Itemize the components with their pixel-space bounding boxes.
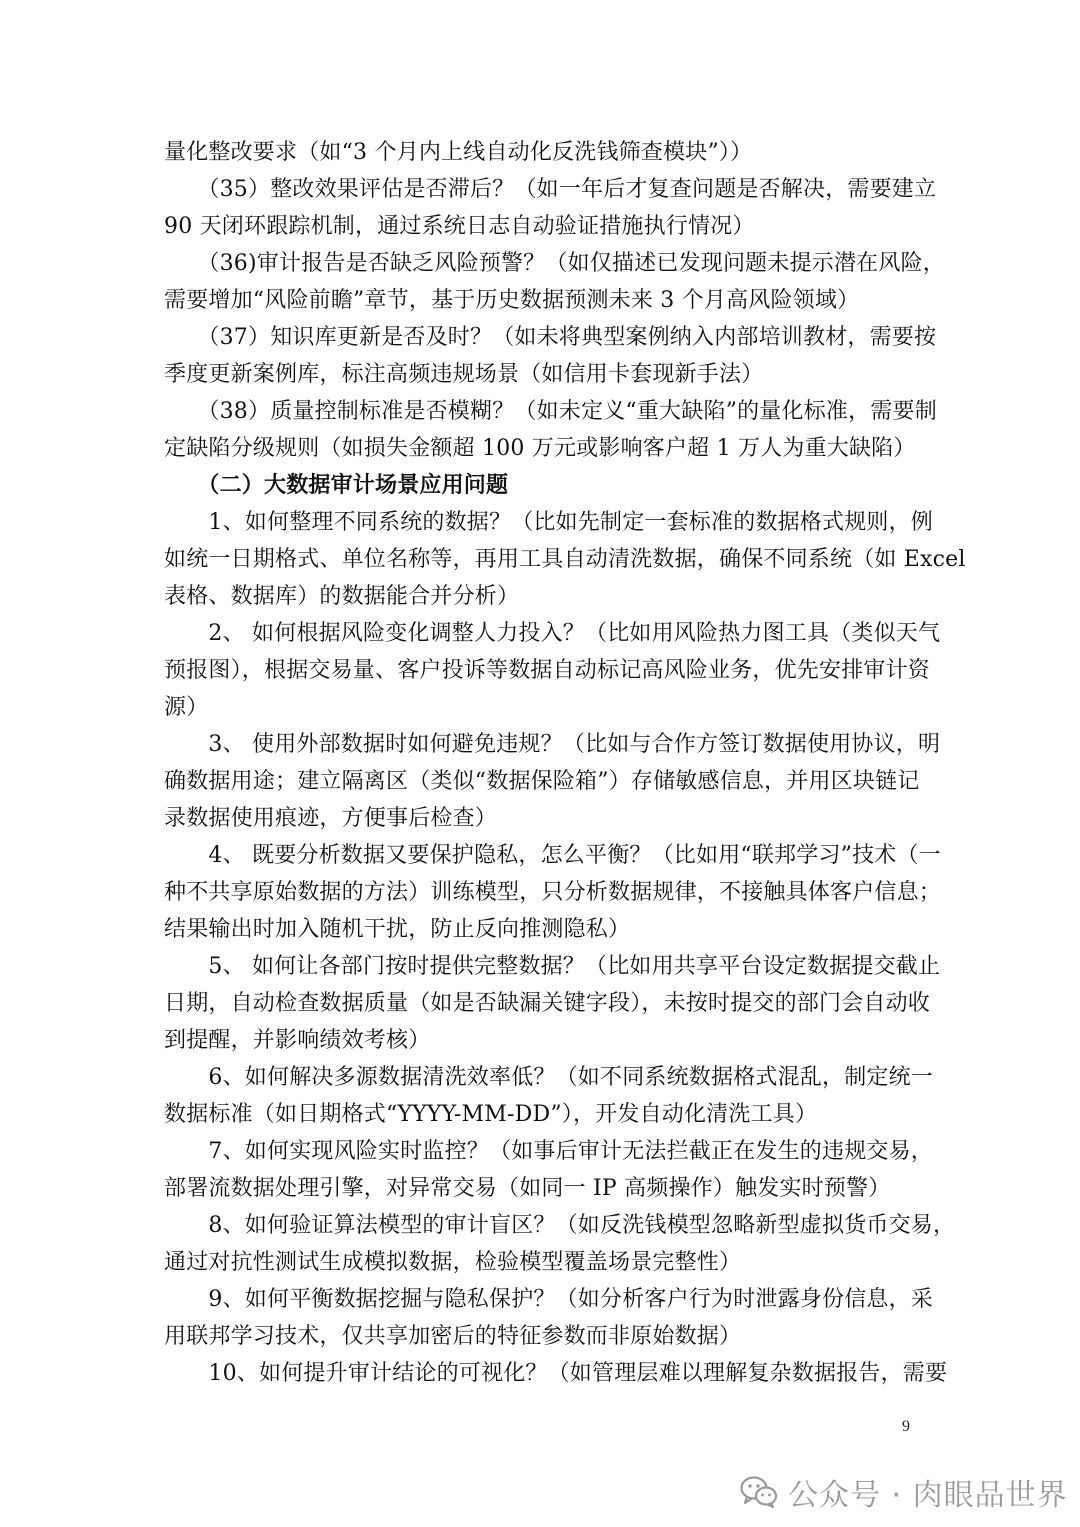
text-line: （38）质量控制标准是否模糊？（如未定义“重大缺陷”的量化标准，需要制 (164, 399, 937, 424)
text-line: 量化整改要求（如“3 个月内上线自动化反洗钱筛查模块”）） (164, 140, 753, 165)
text-line: 源） (164, 695, 209, 720)
text-line: 5、 如何让各部门按时提供完整数据？（比如用共享平台设定数据提交截止 (164, 954, 941, 979)
text-line: 录数据使用痕迹，方便事后检查） (164, 806, 498, 831)
text-line: 用联邦学习技术，仅共享加密后的特征参数而非原始数据） (164, 1324, 742, 1349)
text-line: 8、如何验证算法模型的审计盲区？（如反洗钱模型忽略新型虚拟货币交易， (164, 1213, 956, 1238)
text-line: 到提醒，并影响绩效考核） (164, 1028, 431, 1053)
text-line: 1、如何整理不同系统的数据？（比如先制定一套标准的数据格式规则，例 (164, 510, 933, 535)
text-line: 数据标准（如日期格式“YYYY-MM-DD”），开发自动化清洗工具） (164, 1102, 818, 1127)
text-line: 9、如何平衡数据挖掘与隐私保护？（如分析客户行为时泄露身份信息，采 (164, 1287, 933, 1312)
text-line: 6、如何解决多源数据清洗效率低？（如不同系统数据格式混乱，制定统一 (164, 1065, 933, 1090)
page-number: 9 (902, 1418, 910, 1435)
text-line: 表格、数据库）的数据能合并分析） (164, 584, 520, 609)
wechat-icon (740, 1475, 778, 1509)
watermark (740, 1470, 1068, 1514)
text-line: 结果输出时加入随机干扰，防止反向推测隐私） (164, 917, 631, 942)
text-line: （36)审计报告是否缺乏风险预警？（如仅描述已发现问题未提示潜在风险， (164, 251, 945, 276)
text-line: （35）整改效果评估是否滞后？（如一年后才复查问题是否解决，需要建立 (164, 177, 937, 202)
text-line: 定缺陷分级规则（如损失金额超 100 万元或影响客户超 1 万人为重大缺陷） (164, 436, 916, 461)
text-line: 种不共享原始数据的方法）训练模型，只分析数据规律，不接触具体客户信息； (164, 880, 942, 905)
text-line: 通过对抗性测试生成模拟数据，检验模型覆盖场景完整性） (164, 1250, 742, 1275)
text-line: 季度更新案例库，标注高频违规场景（如信用卡套现新手法） (164, 362, 764, 387)
section-heading: （二）大数据审计场景应用问题 (164, 472, 509, 498)
text-line: 2、 如何根据风险变化调整人力投入？（比如用风险热力图工具（类似天气 (164, 621, 941, 646)
text-line: 部署流数据处理引擎，对异常交易（如同一 IP 高频操作）触发实时预警） (164, 1176, 891, 1201)
watermark-text: 公众号 · 肉眼品世界 (788, 1478, 1068, 1513)
text-line: 7、如何实现风险实时监控？（如事后审计无法拦截正在发生的违规交易， (164, 1139, 933, 1164)
text-line: （37）知识库更新是否及时？（如未将典型案例纳入内部培训教材，需要按 (164, 325, 937, 350)
text-line: 10、如何提升审计结论的可视化？（如管理层难以理解复杂数据报告，需要 (164, 1361, 948, 1386)
text-line: 确数据用途；建立隔离区（类似“数据保险箱”）存储敏感信息，并用区块链记 (164, 769, 920, 794)
text-line: 日期，自动检查数据质量（如是否缺漏关键字段），未按时提交的部门会自动收 (164, 991, 931, 1016)
text-line: 90 天闭环跟踪机制，通过系统日志自动验证措施执行情况） (164, 214, 755, 239)
text-line: 需要增加“风险前瞻”章节，基于历史数据预测未来 3 个月高风险领域） (164, 288, 860, 313)
text-line: 预报图），根据交易量、客户投诉等数据自动标记高风险业务，优先安排审计资 (164, 658, 931, 683)
text-line: 4、 既要分析数据又要保护隐私，怎么平衡？（比如用“联邦学习”技术（一 (164, 843, 941, 868)
document-body (164, 134, 966, 1392)
text-line: 3、 使用外部数据时如何避免违规？（比如与合作方签订数据使用协议，明 (164, 732, 941, 757)
text-line: 如统一日期格式、单位名称等，再用工具自动清洗数据，确保不同系统（如 Excel (164, 547, 966, 572)
